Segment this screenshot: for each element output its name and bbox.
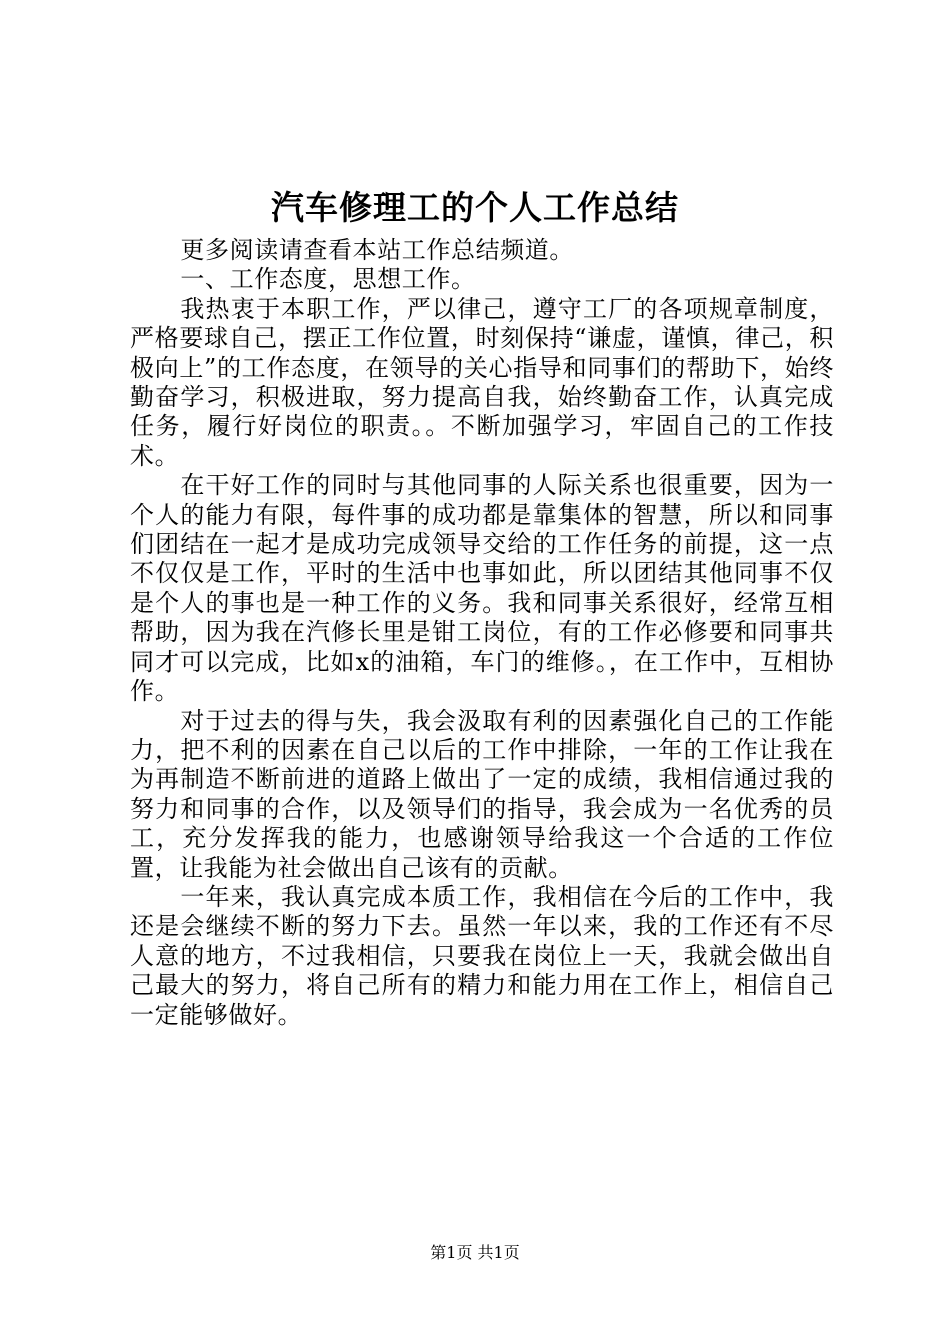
paragraph-intro: 更多阅读请查看本站工作总结频道。 bbox=[180, 236, 574, 264]
paragraph-teamwork: 在干好工作的同时与其他同事的人际关系也很重要，因为一个人的能力有限，每件事的成功都是靠集体的智慧，所以和同事们团结在一起才是成功完成领导交给的工作任务的前提，这一点不仅仅是工作，平时的生活中也事如此，所以团结其他同事不仅是个人的事也是一种工作的义务。我和同事关系很好，经常互相帮助，因为我在汽修长里是钳工岗位，有的工作必修要和同事共同才可以完成，比如x的油箱，车门的维修。，在工作中，互相协作。 bbox=[130, 471, 834, 706]
page-number-footer: 第1页 共1页 bbox=[430, 1243, 520, 1262]
paragraph-reflection: 对于过去的得与失，我会汲取有利的因素强化自己的工作能力，把不利的因素在自己以后的工作中排除，一年的工作让我在为再制造不断前进的道路上做出了一定的成绩，我相信通过我的努力和同事的合作，以及领导们的指导，我会成为一名优秀的员工，充分发挥我的能力，也感谢领导给我这一个合适的工作位置，让我能为社会做出自己该有的贡献。 bbox=[130, 706, 834, 882]
paragraph-section-heading: 一、工作态度，思想工作。 bbox=[180, 265, 476, 294]
paragraph-work-attitude: 我热衷于本职工作，严以律己，遵守工厂的各项规章制度，严格要球自己，摆正工作位置，时刻保持“谦虚，谨慎，律己，积极向上”的工作态度，在领导的关心指导和同事们的帮助下，始终勤奋学习，积极进取，努力提高自我，始终勤奋工作，认真完成任务，履行好岗位的职责。。不断加强学习，牢固自己的工作技术。 bbox=[130, 294, 834, 470]
document-body bbox=[130, 236, 834, 1030]
paragraph-conclusion: 一年来，我认真完成本质工作，我相信在今后的工作中，我还是会继续不断的努力下去。虽然一年以来，我的工作还有不尽人意的地方，不过我相信，只要我在岗位上一天，我就会做出自己最大的努力，将自己所有的精力和能力用在工作上，相信自己一定能够做好。 bbox=[130, 882, 834, 1029]
document-title: 汽车修理工的个人工作总结 bbox=[271, 188, 679, 227]
